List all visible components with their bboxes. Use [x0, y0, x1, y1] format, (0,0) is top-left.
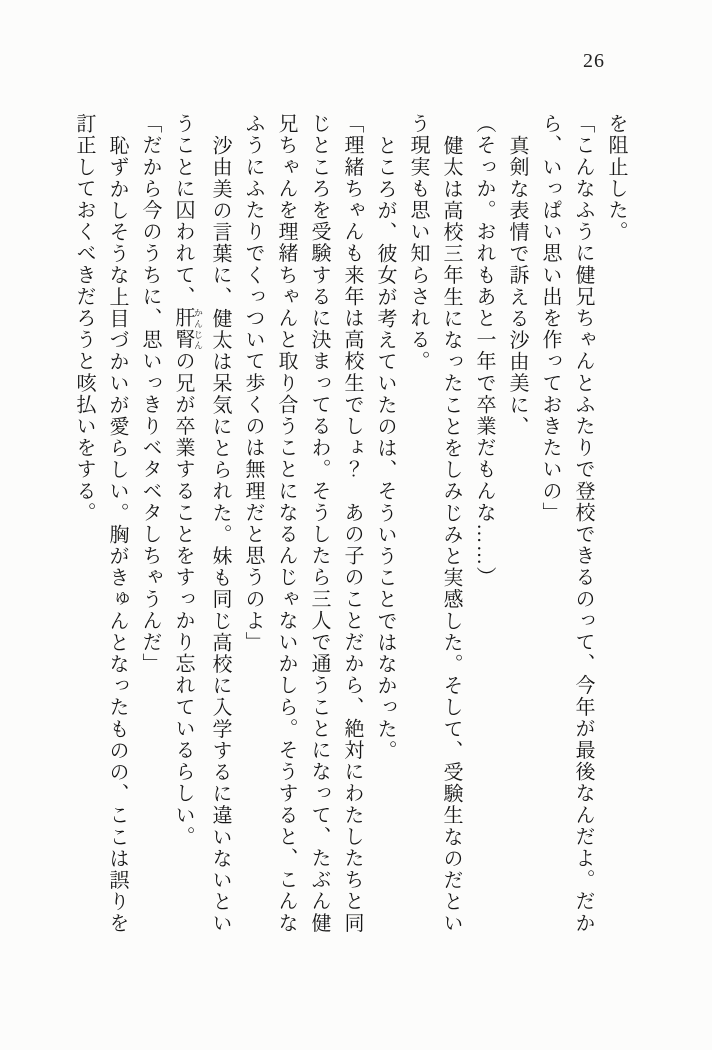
- text-segment: の兄が卒業することをすっかり忘れているらしい。: [172, 350, 194, 848]
- text-line: （そっか。おれもあと一年で卒業だもんな……）: [473, 113, 495, 589]
- text-line: を阻止した。: [605, 113, 627, 243]
- text-line: 健太は高校三年生になったことをしみじみと実感した。そして、受験生なのだとい: [440, 134, 462, 934]
- body-text: [67, 113, 632, 953]
- text-line: 沙由美の言葉に、健太は呆気にとられた。妹も同じ高校に入学するに違いないとい: [209, 134, 231, 934]
- page-number: 26: [583, 50, 605, 72]
- ruby-text: かんじん: [193, 307, 203, 351]
- text-line: ら、いっぱい思い出を作っておきたいの」: [539, 113, 561, 524]
- ruby-base: 肝腎: [172, 307, 194, 351]
- text-line: 「こんなふうに健兄ちゃんとふたりで登校できるのって、今年が最後なんだよ。だか: [572, 113, 594, 934]
- furigana-annotation: [172, 307, 203, 351]
- text-line: 兄ちゃんを理緒ちゃんと取り合うことになるんじゃないかしら。そうすると、こんな: [275, 113, 297, 934]
- text-line: 「理緒ちゃんも来年は高校生でしょ？ あの子のことだから、絶対にわたしたちと同: [341, 113, 363, 934]
- text-line: 恥ずかしそうな上目づかいが愛らしい。胸がきゅんとなったものの、ここは誤りを: [106, 134, 128, 934]
- text-line: 真剣な表情で訴える沙由美に、: [506, 134, 528, 437]
- text-line: 訂正しておくべきだろうと咳払いをする。: [73, 113, 95, 524]
- text-segment: うことに囚われて、: [172, 113, 194, 308]
- text-line: う現実も思い知らされる。: [407, 113, 429, 373]
- text-line: じところを受験するに決まってるわ。そうしたら三人で通うことになって、たぶん健: [308, 113, 330, 934]
- text-line-with-ruby: [166, 113, 203, 953]
- text-line: ふうにふたりでくっついて歩くのは無理だと思うのよ」: [242, 113, 264, 653]
- text-line: 「だから今のうちに、思いっきりベタベタしちゃうんだ」: [139, 113, 161, 675]
- text-line: ところが、彼女が考えていたのは、そういうことではなかった。: [374, 134, 396, 761]
